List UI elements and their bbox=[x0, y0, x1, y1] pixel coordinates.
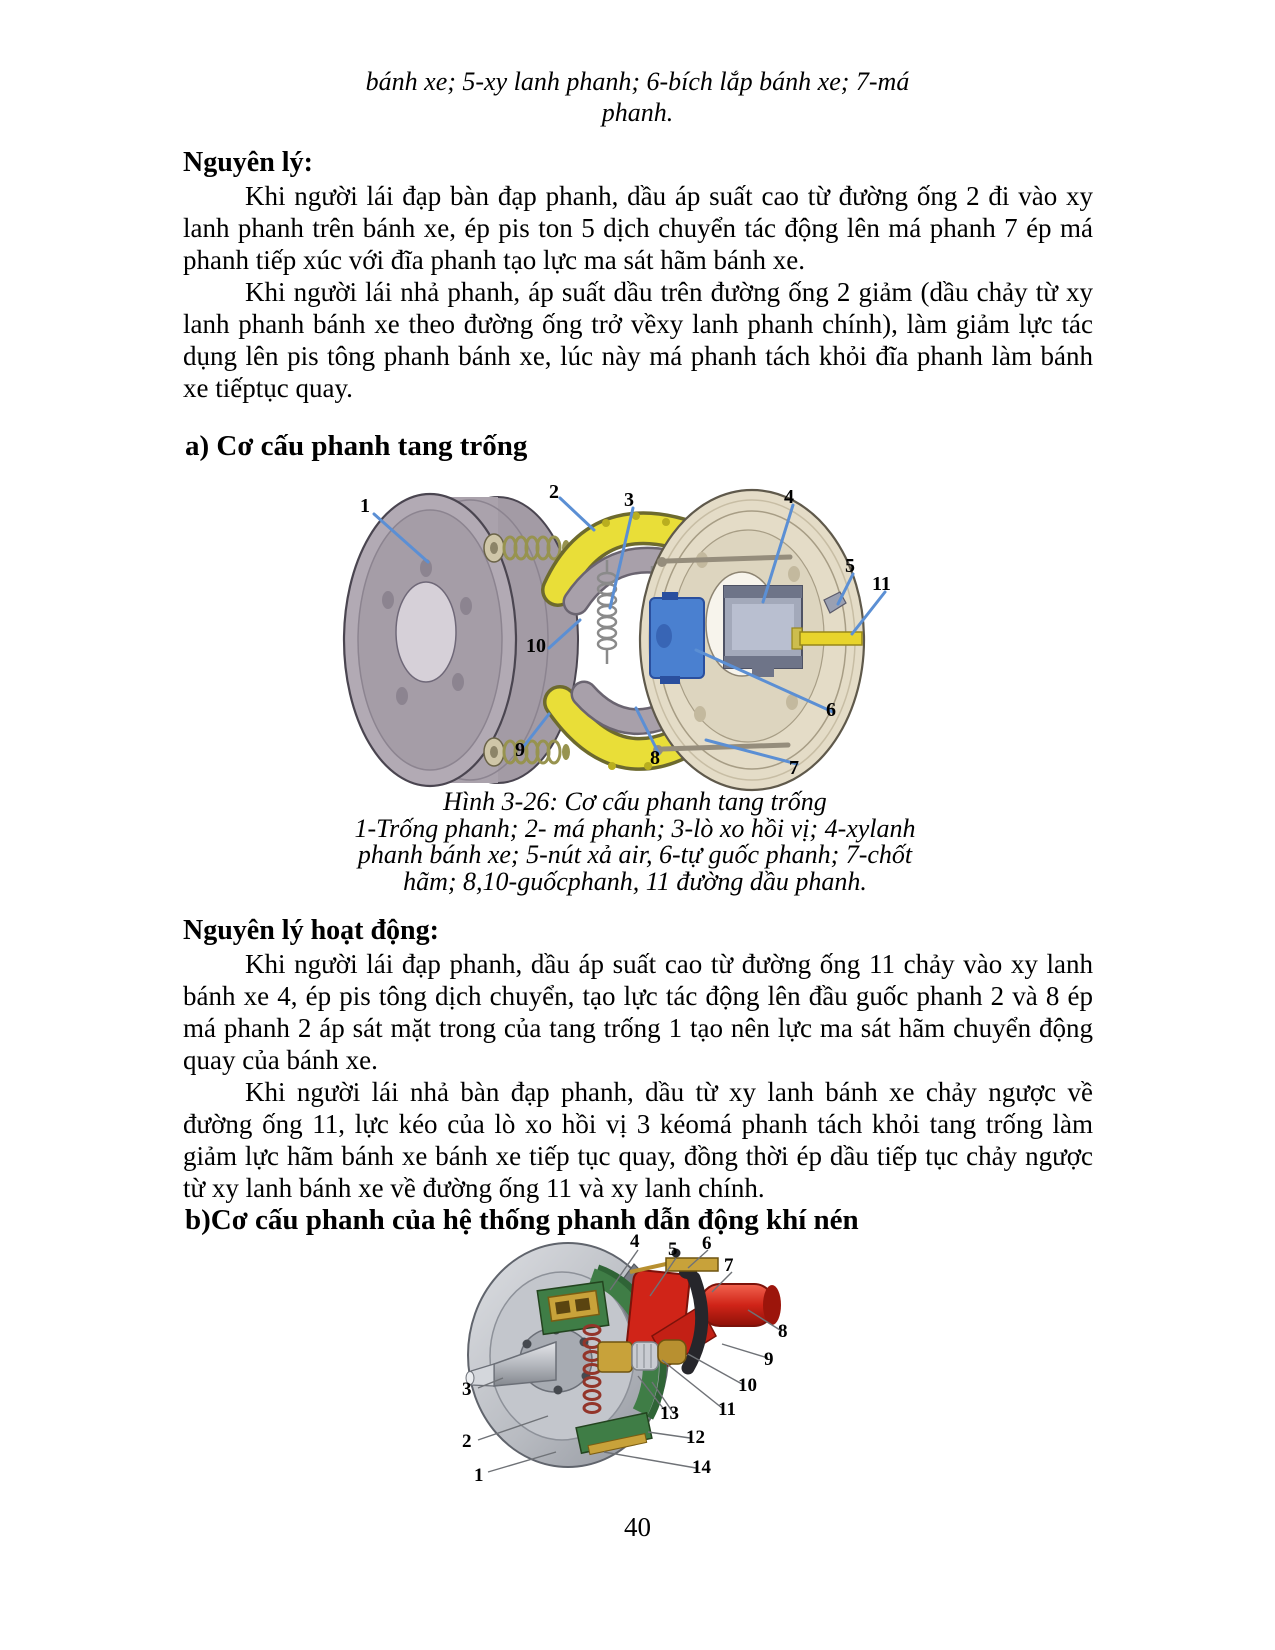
figure-label: 6 bbox=[826, 699, 836, 721]
previous-figure-legend bbox=[185, 66, 1090, 128]
figure-label: 7 bbox=[789, 757, 799, 779]
figure-label: 3 bbox=[462, 1379, 472, 1400]
legend-line: phanh. bbox=[601, 98, 674, 127]
figure-label: 3 bbox=[624, 489, 634, 511]
paragraph: Khi người lái đạp phanh, dầu áp suất cao từ đường ống 11 chảy vào xy lanh bánh xe 4, ép pis tông dịch chuyển, tạo lực tác động lên đầu guốc phanh 2 và 8 ép má phanh 2 áp sát mặt trong của tang trống 1 tạo nên lực ma sát hãm chuyển động quay của bánh xe. bbox=[183, 949, 1093, 1075]
paragraph: Khi người lái nhả phanh, áp suất dầu trên đường ống 2 giảm (dầu chảy từ xy lanh phanh bánh xe theo đường ống trở vềxy lanh phanh chính), làm giảm lực tác dụng lên pis tông phanh bánh xe, lúc này má phanh tách khỏi đĩa phanh làm bánh xe tiếptục quay. bbox=[183, 277, 1093, 403]
figure-label: 1 bbox=[474, 1465, 484, 1486]
figure-label: 2 bbox=[462, 1431, 472, 1452]
figure-label: 10 bbox=[738, 1375, 757, 1396]
figure1-legend-line: hãm; 8,10-guốcphanh, 11 đường dầu phanh. bbox=[403, 866, 867, 896]
drum-brake-illustration bbox=[335, 468, 905, 793]
figure-label: 8 bbox=[778, 1321, 788, 1342]
figure-label: 4 bbox=[630, 1231, 640, 1252]
figure-label: 9 bbox=[764, 1349, 774, 1370]
figure-label: 10 bbox=[526, 635, 546, 657]
legend-line: bánh xe; 5-xy lanh phanh; 6-bích lắp bánh xe; 7-má bbox=[365, 67, 910, 96]
figure-label: 9 bbox=[515, 739, 525, 761]
paragraph: Khi người lái nhả bàn đạp phanh, dầu từ xy lanh bánh xe chảy ngược về đường ống 11, lực kéo của lò xo hồi vị 3 kéomá phanh tách khỏi tang trống làm giảm lực hãm bánh xe bánh xe tiếp tục quay, đồng thời ép dầu tiếp tục chảy ngược từ xy lanh bánh xe về đường ống 11 và xy lanh chính. bbox=[183, 1077, 1093, 1203]
figure-label: 13 bbox=[660, 1403, 679, 1424]
figure-label: 12 bbox=[686, 1427, 705, 1448]
figure-label: 4 bbox=[784, 486, 794, 508]
paragraph: Khi người lái đạp bàn đạp phanh, dầu áp suất cao từ đường ống 2 đi vào xy lanh phanh trên bánh xe, ép pis ton 5 dịch chuyển tác động lên má phanh 7 ép má phanh tiếp xúc với đĩa phanh tạo lực ma sát hãm bánh xe. bbox=[183, 181, 1093, 275]
section-b-heading: b)Cơ cấu phanh của hệ thống phanh dẫn động khí nén bbox=[185, 1204, 859, 1236]
figure-label: 14 bbox=[692, 1457, 711, 1478]
figure-label: 8 bbox=[650, 747, 660, 769]
figure-label: 5 bbox=[668, 1239, 678, 1260]
section-a-heading: a) Cơ cấu phanh tang trống bbox=[185, 430, 528, 462]
figure1-caption bbox=[340, 789, 930, 895]
figure-label: 6 bbox=[702, 1233, 712, 1254]
page-number: 40 bbox=[624, 1512, 651, 1542]
figure-label: 5 bbox=[845, 555, 855, 577]
figure-pneumatic-brake bbox=[430, 1228, 830, 1490]
figure-label: 1 bbox=[360, 495, 370, 517]
figure-label: 11 bbox=[872, 573, 891, 595]
figure1-legend-line: 1-Trống phanh; 2- má phanh; 3-lò xo hồi vị; 4-xylanh bbox=[354, 813, 916, 843]
principle-drum-block bbox=[183, 914, 1093, 1204]
figure-label: 2 bbox=[549, 481, 559, 503]
principle-heading: Nguyên lý hoạt động: bbox=[183, 915, 439, 946]
principle-disc-block bbox=[183, 146, 1093, 404]
figure1-caption-title: Hình 3-26: Cơ cấu phanh tang trống bbox=[443, 787, 827, 816]
figure-drum-brake bbox=[335, 468, 905, 793]
figure-label: 7 bbox=[724, 1255, 734, 1276]
figure1-legend-line: phanh bánh xe; 5-nút xả air, 6-tự guốc phanh; 7-chốt bbox=[357, 840, 913, 869]
wheel-cylinder-blue bbox=[650, 592, 704, 684]
principle-heading: Nguyên lý: bbox=[183, 147, 313, 178]
figure-label: 11 bbox=[718, 1399, 736, 1420]
